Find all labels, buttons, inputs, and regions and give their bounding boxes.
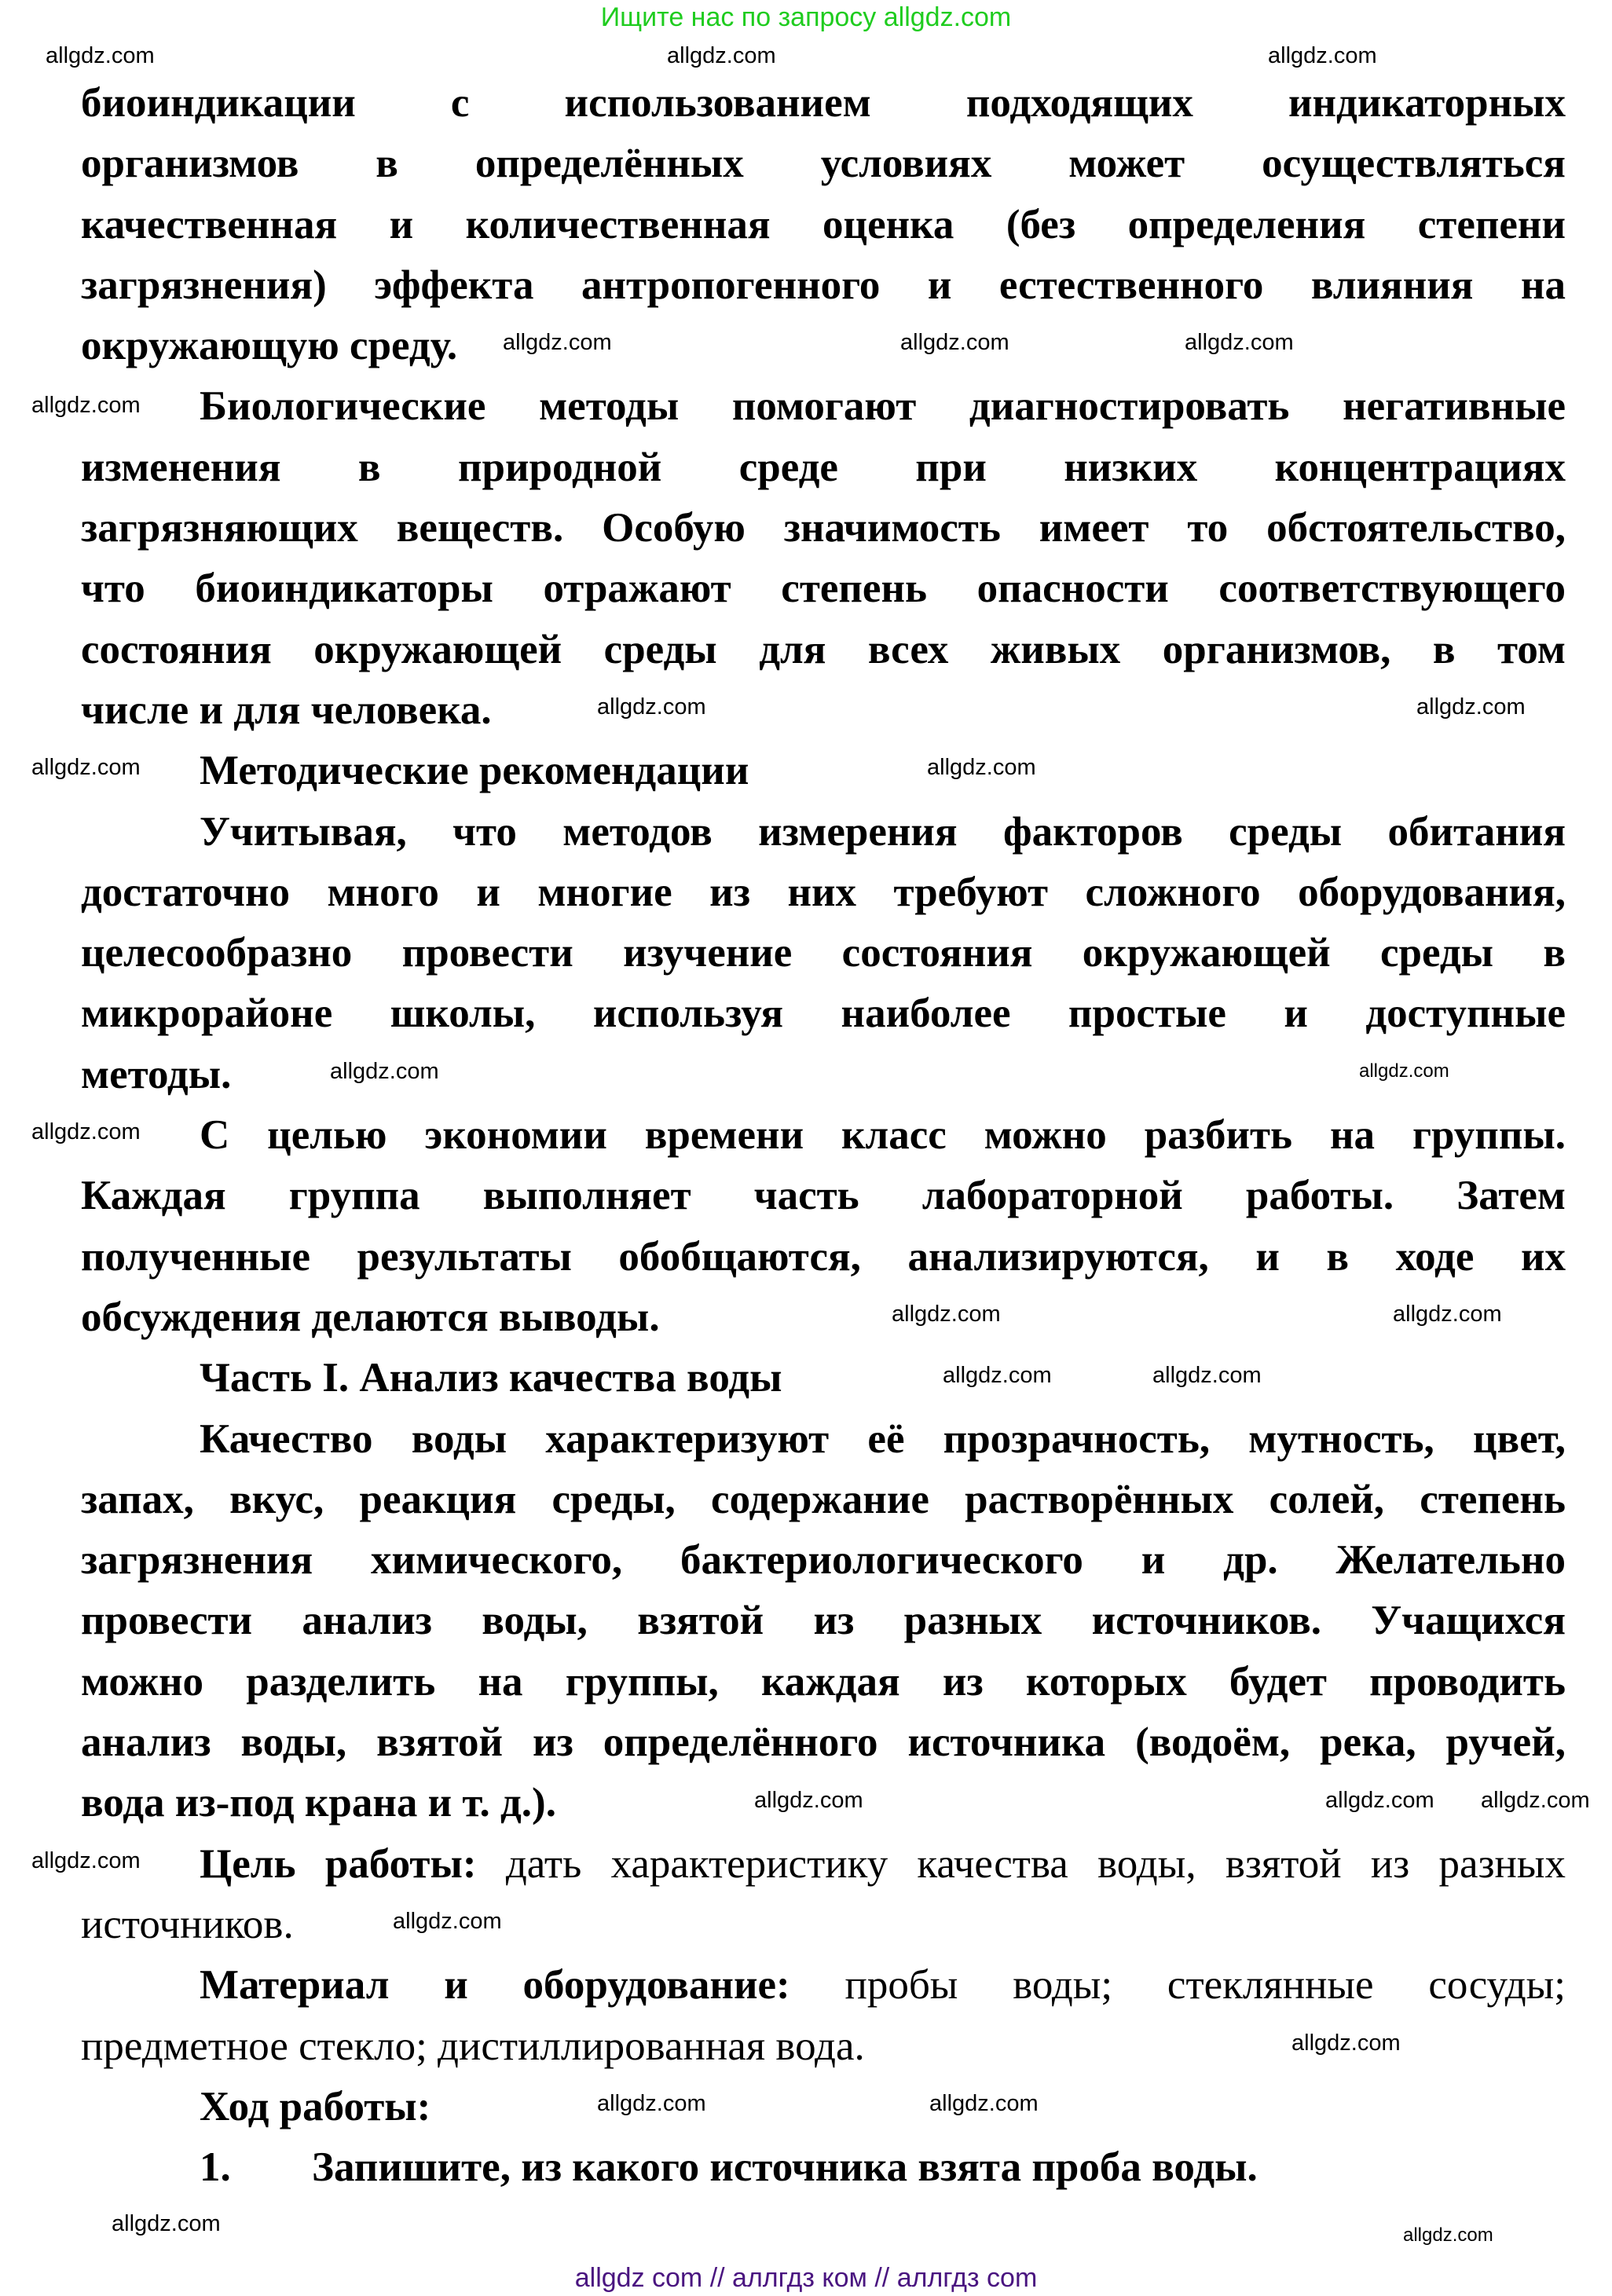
bold-text: запах, вкус, реакция среды, содержание растворённых солей, степень xyxy=(81,1476,1566,1522)
watermark: allgdz.com xyxy=(31,393,141,418)
bold-text: достаточно много и многие из них требуют сложного оборудования, xyxy=(81,869,1566,915)
text-line xyxy=(200,1111,1566,1172)
bold-text: обсуждения делаются выводы. xyxy=(81,1294,660,1340)
text-line xyxy=(200,1961,1566,2022)
watermark: allgdz.com xyxy=(754,1788,863,1813)
watermark: allgdz.com xyxy=(943,1363,1052,1388)
watermark: allgdz.com xyxy=(929,2091,1039,2116)
watermark: allgdz.com xyxy=(330,1059,439,1084)
watermark: allgdz.com xyxy=(1416,694,1526,720)
text-line xyxy=(81,1294,660,1354)
bold-text: состояния окружающей среды для всех живых организмов, в том xyxy=(81,626,1566,672)
regular-text: пробы воды; стеклянные сосуды; xyxy=(790,1962,1566,2009)
text-line xyxy=(81,1233,1566,1294)
watermark: allgdz.com xyxy=(892,1302,1001,1327)
document-body xyxy=(81,79,1566,2204)
text-line xyxy=(200,2083,430,2144)
bold-text: загрязнения) эффекта антропогенного и естественного влияния на xyxy=(81,262,1566,308)
text-line xyxy=(200,1354,782,1415)
text-line xyxy=(81,626,1566,687)
bold-text: полученные результаты обобщаются, анализируются, и в ходе их xyxy=(81,1233,1566,1280)
text-line xyxy=(81,929,1566,990)
bold-text: Запишите, из какого источника взята проба воды. xyxy=(312,2144,1258,2191)
search-banner: Ищите нас по запросу allgdz.com xyxy=(600,2,1012,32)
text-line xyxy=(81,444,1566,504)
watermark: allgdz.com xyxy=(900,330,1009,355)
bold-text: Каждая группа выполняет часть лабораторной работы. Затем xyxy=(81,1173,1566,1219)
watermark: allgdz.com xyxy=(1393,1302,1502,1327)
watermark: allgdz.com xyxy=(667,43,776,68)
watermark: allgdz.com xyxy=(927,755,1036,780)
watermark: allgdz.com xyxy=(1185,330,1294,355)
bold-text: окружающую среду. xyxy=(81,323,458,369)
text-line xyxy=(200,1415,1566,1476)
bold-text: провести анализ воды, взятой из разных источников. Учащихся xyxy=(81,1598,1566,1644)
bold-text: организмов в определённых условиях может осуществляться xyxy=(81,141,1566,187)
text-line xyxy=(81,565,1566,625)
list-number: 1. xyxy=(200,2144,231,2191)
watermark: allgdz.com xyxy=(1481,1788,1590,1813)
text-line xyxy=(81,2023,865,2083)
text-line xyxy=(81,1476,1566,1536)
text-line xyxy=(81,1901,294,1961)
watermark: allgdz.com xyxy=(31,755,141,780)
watermark: allgdz.com xyxy=(46,43,155,68)
watermark: allgdz.com xyxy=(597,694,706,720)
text-line xyxy=(81,1172,1566,1232)
watermark: allgdz.com xyxy=(31,1119,141,1144)
watermark: allgdz.com xyxy=(393,1909,502,1934)
watermark: allgdz.com xyxy=(1152,1363,1262,1388)
watermark: allgdz.com xyxy=(1359,1060,1449,1082)
text-line xyxy=(200,808,1566,869)
watermark: allgdz.com xyxy=(1325,1788,1434,1813)
text-line xyxy=(81,1779,556,1840)
text-line xyxy=(81,79,1566,140)
bold-text: качественная и количественная оценка (без определения степени xyxy=(81,201,1566,247)
bold-text: Биологические методы помогают диагностировать негативные xyxy=(200,383,1566,430)
regular-text: источников. xyxy=(81,1901,294,1947)
bold-text: Часть I. Анализ качества воды xyxy=(200,1355,782,1401)
text-line xyxy=(81,1051,231,1111)
regular-text: предметное стекло; дистиллированная вода. xyxy=(81,2023,865,2069)
text-line xyxy=(81,140,1566,200)
text-line xyxy=(81,504,1566,565)
text-line xyxy=(200,1840,1566,1901)
bold-text: целесообразно провести изучение состояния окружающей среды в xyxy=(81,930,1566,976)
text-line xyxy=(81,1597,1566,1657)
text-line xyxy=(200,747,749,807)
bold-text: что биоиндикаторы отражают степень опасности соответствующего xyxy=(81,566,1566,612)
bold-text: изменения в природной среде при низких концентрациях xyxy=(81,444,1566,490)
text-line xyxy=(200,383,1566,443)
text-line xyxy=(81,869,1566,929)
bold-text: Учитывая, что методов измерения факторов среды обитания xyxy=(200,808,1566,855)
watermark: allgdz.com xyxy=(1403,2225,1493,2246)
text-line xyxy=(81,1658,1566,1719)
bold-text: загрязнения химического, бактериологического и др. Желательно xyxy=(81,1537,1566,1584)
bold-text: Качество воды характеризуют её прозрачность, мутность, цвет, xyxy=(200,1415,1566,1462)
bold-text: Цель работы: xyxy=(200,1840,477,1887)
text-line xyxy=(200,2144,1258,2204)
watermark: allgdz.com xyxy=(503,330,612,355)
text-line xyxy=(81,990,1566,1050)
watermark: allgdz.com xyxy=(1291,2031,1401,2056)
bold-text: числе и для человека. xyxy=(81,687,492,733)
bold-text: Ход работы: xyxy=(200,2083,431,2129)
bold-text: микрорайоне школы, используя наиболее простые и доступные xyxy=(81,991,1566,1037)
text-line xyxy=(81,687,492,747)
text-line xyxy=(81,201,1566,262)
watermark: allgdz.com xyxy=(112,2211,221,2236)
watermark: allgdz.com xyxy=(1268,43,1377,68)
text-line xyxy=(81,1719,1566,1779)
watermark: allgdz.com xyxy=(31,1848,141,1873)
bold-text: Методические рекомендации xyxy=(200,748,749,794)
bold-text: загрязняющих веществ. Особую значимость имеет то обстоятельство, xyxy=(81,505,1566,551)
bold-text: биоиндикации с использованием подходящих индикаторных xyxy=(81,80,1566,126)
watermark: allgdz.com xyxy=(597,2091,706,2116)
bold-text: С целью экономии времени класс можно разбить на группы. xyxy=(200,1112,1566,1159)
bold-text: анализ воды, взятой из определённого источника (водоём, река, ручей, xyxy=(81,1719,1566,1766)
text-line xyxy=(81,322,457,383)
bold-text: Материал и оборудование: xyxy=(200,1962,790,2009)
text-line xyxy=(81,262,1566,322)
footer-banner: allgdz com // аллгдз ком // аллгдз com xyxy=(574,2263,1038,2293)
bold-text: можно разделить на группы, каждая из которых будет проводить xyxy=(81,1658,1566,1705)
bold-text: вода из-под крана и т. д.). xyxy=(81,1780,556,1826)
text-line xyxy=(81,1536,1566,1597)
bold-text: методы. xyxy=(81,1051,232,1097)
regular-text: дать характеристику качества воды, взятой из разных xyxy=(476,1840,1566,1887)
